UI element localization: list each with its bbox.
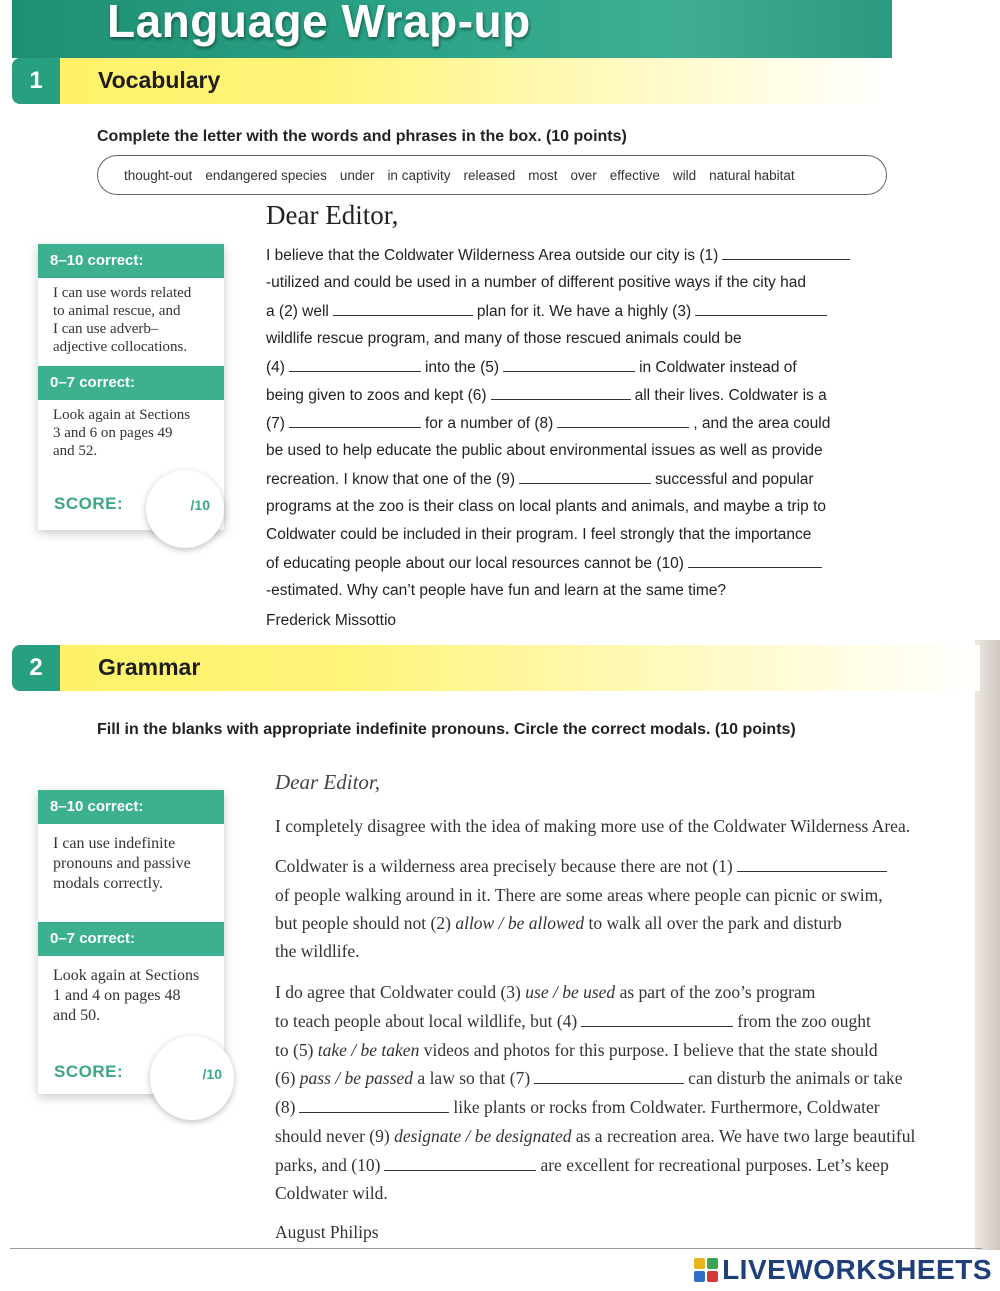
letter-line: I do agree that Coldwater could (3) use / be used as part of the zoo’s program xyxy=(275,982,816,1002)
section-1-number: 1 xyxy=(12,58,60,104)
blank-4[interactable] xyxy=(289,358,421,372)
blank-4[interactable] xyxy=(581,1013,733,1027)
modal-choice-5[interactable]: take / be taken xyxy=(317,1040,420,1060)
letter-line: (4) into the (5) in Coldwater instead of xyxy=(266,359,797,376)
word-box-item: effective xyxy=(609,167,660,183)
letter-line: should never (9) designate / be designated as a recreation area. We have two large beautiful xyxy=(275,1126,916,1146)
page-edge-shadow xyxy=(975,640,1000,1250)
letter-line: recreation. I know that one of the (9) successful and popular xyxy=(266,471,814,488)
letter-line: wildlife rescue program, and many of those rescued animals could be xyxy=(266,330,742,347)
page-title: Language Wrap-up xyxy=(107,0,531,47)
blank-1[interactable] xyxy=(722,246,850,260)
score-label: SCORE: xyxy=(54,494,124,513)
word-box-item: wild xyxy=(672,167,697,183)
high-score-label: 8–10 correct: xyxy=(38,790,224,824)
footer-divider xyxy=(10,1248,982,1249)
low-score-label: 0–7 correct: xyxy=(38,922,224,956)
score-out-of: /10 xyxy=(190,497,210,513)
word-box-item: under xyxy=(339,167,375,183)
low-score-description: Look again at Sections 1 and 4 on pages 48 and 50. xyxy=(53,967,200,1024)
section-2-header xyxy=(12,645,980,691)
modal-choice-3[interactable]: use / be used xyxy=(525,982,616,1002)
title-banner xyxy=(12,0,892,58)
letter-line: Coldwater is a wilderness area precisely because there are not (1) xyxy=(275,856,891,877)
liveworksheets-logo-icon xyxy=(694,1258,718,1282)
blank-10[interactable] xyxy=(688,554,822,568)
section-1-header xyxy=(12,58,892,104)
blank-3[interactable] xyxy=(695,302,827,316)
letter-line: be used to help educate the public about environmental issues as well as provide xyxy=(266,442,823,459)
letter-signature: August Philips xyxy=(275,1222,379,1242)
letter-line: the wildlife. xyxy=(275,941,360,961)
low-score-description: Look again at Sections 3 and 6 on pages 49 and 52. xyxy=(53,407,191,459)
letter-line: to teach people about local wildlife, but (4) from the zoo ought xyxy=(275,1011,871,1031)
letter-line: (6) pass / be passed a law so that (7) can disturb the animals or take xyxy=(275,1068,903,1088)
word-box-item: in captivity xyxy=(387,167,451,183)
blank-1[interactable] xyxy=(737,858,887,872)
word-box-item: most xyxy=(528,167,558,183)
letter-line: parks, and (10) are excellent for recreational purposes. Let’s keep xyxy=(275,1155,889,1175)
letter-line: (8) like plants or rocks from Coldwater. Furthermore, Coldwater xyxy=(275,1097,880,1117)
self-check-panel-2 xyxy=(38,790,224,1094)
letter-line: Coldwater wild. xyxy=(275,1183,388,1203)
blank-10[interactable] xyxy=(384,1157,536,1171)
letter-line: -estimated. Why can’t people have fun and learn at the same time? xyxy=(266,582,727,599)
blank-7[interactable] xyxy=(534,1070,684,1084)
letter-line: of educating people about our local resources cannot be (10) xyxy=(266,554,826,573)
score-out-of: /10 xyxy=(202,1066,222,1082)
letter-line: (7) for a number of (8) , and the area could xyxy=(266,415,831,432)
score-circle[interactable] xyxy=(146,470,224,548)
blank-9[interactable] xyxy=(519,470,651,484)
letter-line: to (5) take / be taken videos and photos for this purpose. I believe that the state should xyxy=(275,1040,878,1060)
word-box-item: thought-out xyxy=(124,167,193,183)
letter-line: Coldwater could be included in their program. I feel strongly that the importance xyxy=(266,526,812,543)
blank-6[interactable] xyxy=(491,386,631,400)
word-box-item: released xyxy=(463,167,516,183)
high-score-label: 8–10 correct: xyxy=(38,244,224,278)
letter-signature: Frederick Missottio xyxy=(266,612,397,629)
section-1-title: Vocabulary xyxy=(98,67,221,93)
section-2-number: 2 xyxy=(12,645,60,691)
modal-choice-9[interactable]: designate / be designated xyxy=(394,1126,572,1146)
letter-line: being given to zoos and kept (6) all their lives. Coldwater is a xyxy=(266,387,827,404)
blank-8[interactable] xyxy=(299,1099,449,1113)
high-score-description: I can use words related to animal rescue, and I can use adverb– adjective collocations. xyxy=(53,285,192,355)
letter-line: programs at the zoo is their class on local plants and animals, and maybe a trip to xyxy=(266,498,827,515)
letter-line: I believe that the Coldwater Wilderness Area outside our city is (1) xyxy=(266,246,854,265)
modal-choice-2[interactable]: allow / be allowed xyxy=(455,913,585,933)
blank-5[interactable] xyxy=(503,358,635,372)
section-2-title: Grammar xyxy=(98,654,201,680)
letter-line: but people should not (2) allow / be allowed to walk all over the park and disturb xyxy=(275,913,842,933)
blank-7[interactable] xyxy=(289,414,421,428)
brand-name[interactable]: LIVEWORKSHEETS xyxy=(722,1254,992,1285)
word-box-item: natural habitat xyxy=(709,167,795,183)
word-box-item: over xyxy=(570,167,597,183)
letter-line: I completely disagree with the idea of making more use of the Coldwater Wilderness Area. xyxy=(275,816,911,836)
letter-salutation: Dear Editor, xyxy=(275,770,380,794)
blank-8[interactable] xyxy=(557,414,689,428)
self-check-panel-1 xyxy=(38,244,224,530)
letter-line: of people walking around in it. There are some areas where people can picnic or swim, xyxy=(275,885,883,905)
letter-line: a (2) well plan for it. We have a highly (3) xyxy=(266,302,831,321)
high-score-description: I can use indefinite pronouns and passive modals correctly. xyxy=(53,835,191,892)
section-2-instruction: Fill in the blanks with appropriate indefinite pronouns. Circle the correct modals. (10 points) xyxy=(97,721,796,738)
letter-salutation: Dear Editor, xyxy=(266,200,399,230)
word-box-item: endangered species xyxy=(205,167,327,183)
modal-choice-6[interactable]: pass / be passed xyxy=(299,1068,414,1088)
low-score-label: 0–7 correct: xyxy=(38,366,224,400)
score-label: SCORE: xyxy=(54,1062,124,1081)
section-1-instruction: Complete the letter with the words and phrases in the box. (10 points) xyxy=(97,128,627,145)
score-circle[interactable] xyxy=(150,1036,234,1120)
brand-footer xyxy=(694,1254,992,1286)
blank-2[interactable] xyxy=(333,302,473,316)
letter-line: -utilized and could be used in a number of different positive ways if the city had xyxy=(266,274,806,291)
word-box xyxy=(97,155,887,195)
